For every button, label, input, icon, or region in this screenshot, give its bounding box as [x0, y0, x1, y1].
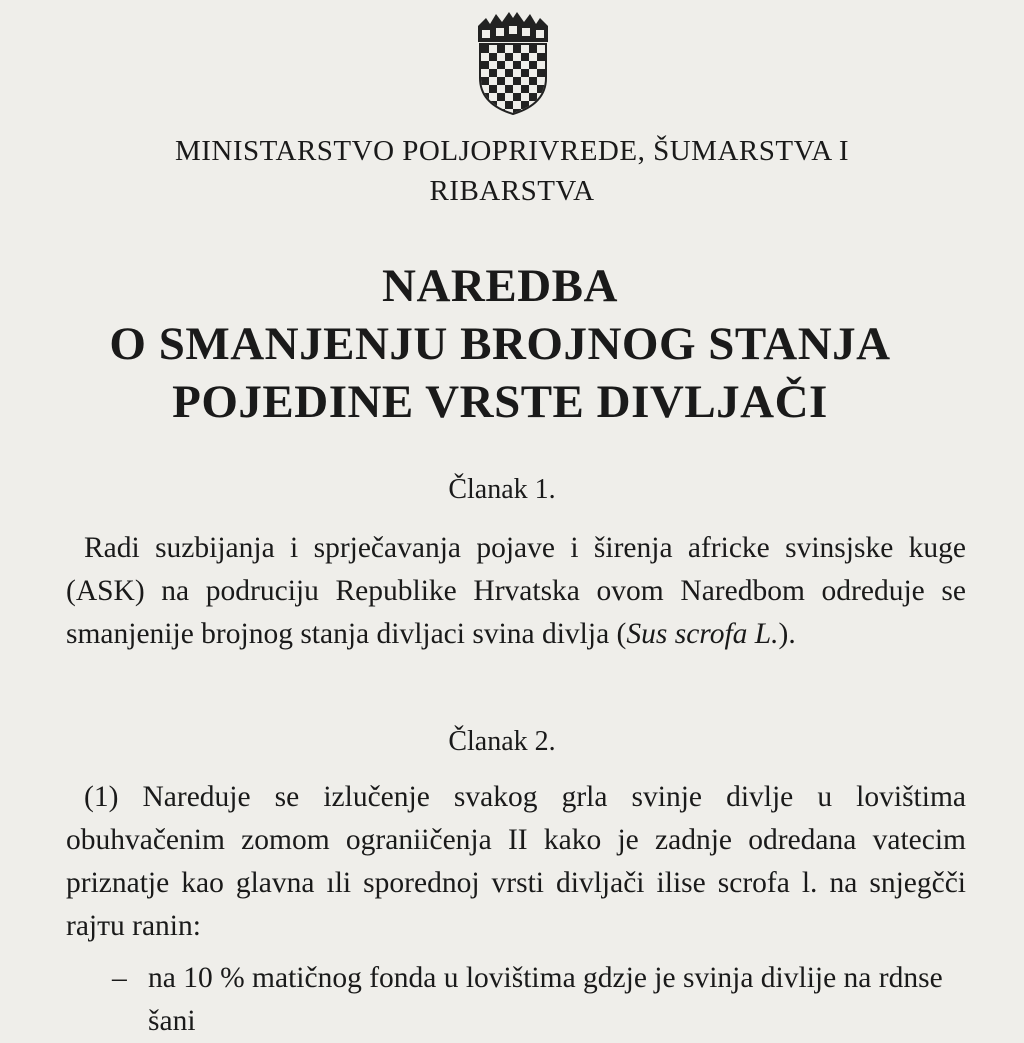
list-dash: –: [112, 962, 127, 994]
ministry-line-2: RIBARSTVA: [429, 175, 595, 207]
article-2-text: (1) Nareduje se izlučenje svakog grla svinje divlje u lovištima obuhvačenim zomom ograniičenja II kako je zadnje odredana vatecim priznatje kao glavna ıli sporednoj vrsti divljači ilise scrofa l. na snjegčči rajтu ranin:: [66, 781, 966, 942]
title-line-2: O SMANJENJU BROJNOG STANJA: [109, 318, 891, 370]
article-1-text-end: ).: [778, 618, 796, 650]
title-line-3: POJEDINE VRSTE DIVLJAČI: [172, 376, 828, 428]
article-2-heading: Članak 2.: [448, 726, 556, 757]
article-1-text: Radi suzbijanja i sprječavanja pojave i širenja africke svinsjske kuge (ASK) na podruciju Republike Hrvatska ovom Naredbom odreduje se smanjenije brojnog stanja divljaci svina divlja (: [66, 532, 966, 650]
list-item-text: na 10 % matičnog fonda u lovištima gdzje je svinja divlije na rdnse šani: [148, 962, 943, 1037]
coat-of-arms-icon: [474, 8, 552, 116]
list-item: [112, 957, 968, 1043]
ministry-name: [0, 131, 1024, 211]
title-line-1: NAREDBA: [382, 260, 618, 312]
document-title: [0, 257, 1000, 431]
species-name: Sus scrofa L.: [626, 618, 779, 650]
article-1-heading: Članak 1.: [448, 474, 556, 505]
article-1-paragraph: [66, 527, 966, 656]
ministry-line-1: MINISTARSTVO POLJOPRIVREDE, ŠUMARSTVA I: [174, 135, 850, 167]
article-2-paragraph-1: [66, 776, 966, 948]
